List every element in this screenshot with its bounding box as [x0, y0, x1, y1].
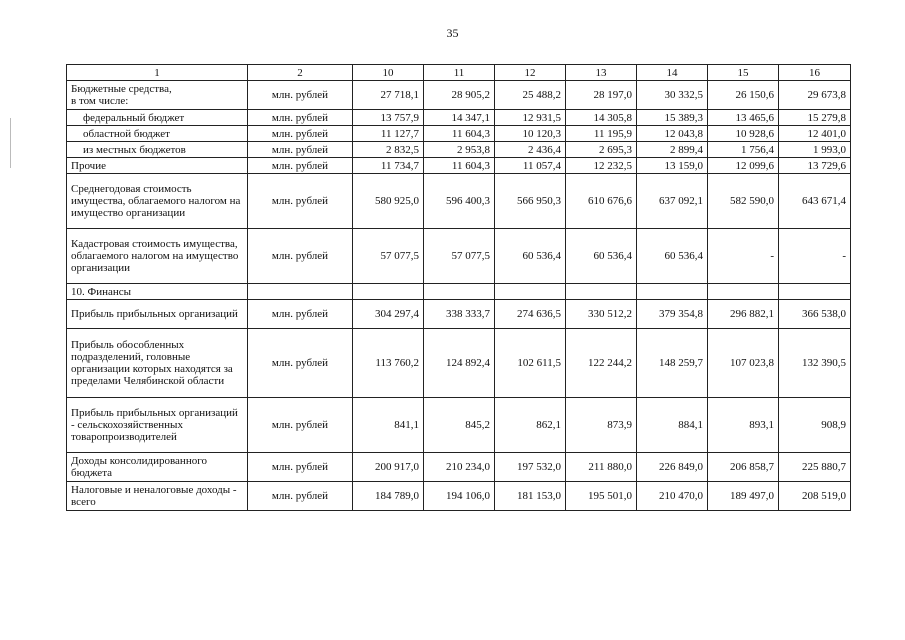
- cell-value: 210 234,0: [424, 453, 495, 482]
- cell-value: 14 347,1: [424, 110, 495, 126]
- cell-value: 206 858,7: [708, 453, 779, 482]
- row-unit: млн. рублей: [248, 482, 353, 511]
- cell-value: 12 099,6: [708, 158, 779, 174]
- cell-value: [708, 284, 779, 300]
- table-header-row: [67, 65, 851, 81]
- cell-value: 908,9: [779, 398, 851, 453]
- row-name: Прибыль прибыльных организаций: [67, 300, 248, 329]
- column-header: 15: [708, 65, 779, 81]
- cell-value: 10 928,6: [708, 126, 779, 142]
- cell-value: -: [708, 229, 779, 284]
- row-name: Прибыль обособленных подразделений, головные организации которых находятся за пределами Челябинской области: [67, 329, 248, 398]
- column-header: 13: [566, 65, 637, 81]
- cell-value: 12 232,5: [566, 158, 637, 174]
- page-number: 35: [446, 26, 459, 40]
- cell-value: -: [779, 229, 851, 284]
- cell-value: 57 077,5: [353, 229, 424, 284]
- cell-value: 12 043,8: [637, 126, 708, 142]
- section-row: [67, 284, 851, 300]
- cell-value: 379 354,8: [637, 300, 708, 329]
- row-name: Налоговые и неналоговые доходы - всего: [67, 482, 248, 511]
- cell-value: 181 153,0: [495, 482, 566, 511]
- row-unit: млн. рублей: [248, 329, 353, 398]
- cell-value: 296 882,1: [708, 300, 779, 329]
- column-header: 2: [248, 65, 353, 81]
- cell-value: 610 676,6: [566, 174, 637, 229]
- row-unit: [248, 284, 353, 300]
- cell-value: 12 931,5: [495, 110, 566, 126]
- row-name: Доходы консолидированного бюджета: [67, 453, 248, 482]
- column-header: 11: [424, 65, 495, 81]
- column-header: 10: [353, 65, 424, 81]
- cell-value: 184 789,0: [353, 482, 424, 511]
- table-row: [67, 329, 851, 398]
- cell-value: [779, 284, 851, 300]
- cell-value: [637, 284, 708, 300]
- row-unit: млн. рублей: [248, 142, 353, 158]
- table-row: [67, 81, 851, 110]
- cell-value: 304 297,4: [353, 300, 424, 329]
- section-title: 10. Финансы: [67, 284, 248, 300]
- row-unit: млн. рублей: [248, 174, 353, 229]
- cell-value: 11 057,4: [495, 158, 566, 174]
- cell-value: 566 950,3: [495, 174, 566, 229]
- cell-value: 10 120,3: [495, 126, 566, 142]
- row-name: Прочие: [67, 158, 248, 174]
- cell-value: 194 106,0: [424, 482, 495, 511]
- cell-value: 60 536,4: [566, 229, 637, 284]
- row-name: областной бюджет: [67, 126, 248, 142]
- cell-value: 29 673,8: [779, 81, 851, 110]
- cell-value: 200 917,0: [353, 453, 424, 482]
- cell-value: 12 401,0: [779, 126, 851, 142]
- column-header: 12: [495, 65, 566, 81]
- cell-value: 582 590,0: [708, 174, 779, 229]
- row-unit: млн. рублей: [248, 398, 353, 453]
- cell-value: 11 604,3: [424, 126, 495, 142]
- cell-value: 13 465,6: [708, 110, 779, 126]
- table-row: [67, 482, 851, 511]
- cell-value: 195 501,0: [566, 482, 637, 511]
- cell-value: 11 127,7: [353, 126, 424, 142]
- cell-value: 2 832,5: [353, 142, 424, 158]
- cell-value: 148 259,7: [637, 329, 708, 398]
- cell-value: 102 611,5: [495, 329, 566, 398]
- row-unit: млн. рублей: [248, 126, 353, 142]
- row-name: Кадастровая стоимость имущества, облагаемого налогом на имущество организации: [67, 229, 248, 284]
- cell-value: 28 197,0: [566, 81, 637, 110]
- cell-value: 122 244,2: [566, 329, 637, 398]
- cell-value: 15 389,3: [637, 110, 708, 126]
- cell-value: 208 519,0: [779, 482, 851, 511]
- cell-value: [424, 284, 495, 300]
- cell-value: 274 636,5: [495, 300, 566, 329]
- cell-value: 11 734,7: [353, 158, 424, 174]
- cell-value: 27 718,1: [353, 81, 424, 110]
- statistics-table: [66, 64, 851, 511]
- cell-value: [353, 284, 424, 300]
- cell-value: 15 279,8: [779, 110, 851, 126]
- table-row: [67, 110, 851, 126]
- cell-value: 11 195,9: [566, 126, 637, 142]
- cell-value: 13 729,6: [779, 158, 851, 174]
- cell-value: 1 993,0: [779, 142, 851, 158]
- table-row: [67, 126, 851, 142]
- row-unit: млн. рублей: [248, 81, 353, 110]
- cell-value: 330 512,2: [566, 300, 637, 329]
- cell-value: 11 604,3: [424, 158, 495, 174]
- cell-value: 2 695,3: [566, 142, 637, 158]
- cell-value: 2 899,4: [637, 142, 708, 158]
- row-unit: млн. рублей: [248, 453, 353, 482]
- row-name: Среднегодовая стоимость имущества, облагаемого налогом на имущество организации: [67, 174, 248, 229]
- row-unit: млн. рублей: [248, 110, 353, 126]
- row-name: из местных бюджетов: [67, 142, 248, 158]
- cell-value: 30 332,5: [637, 81, 708, 110]
- cell-value: 366 538,0: [779, 300, 851, 329]
- cell-value: 226 849,0: [637, 453, 708, 482]
- row-name: Бюджетные средства, в том числе:: [67, 81, 248, 110]
- cell-value: 13 159,0: [637, 158, 708, 174]
- cell-value: [566, 284, 637, 300]
- cell-value: 2 436,4: [495, 142, 566, 158]
- cell-value: 210 470,0: [637, 482, 708, 511]
- cell-value: 25 488,2: [495, 81, 566, 110]
- cell-value: 873,9: [566, 398, 637, 453]
- cell-value: 225 880,7: [779, 453, 851, 482]
- cell-value: 60 536,4: [495, 229, 566, 284]
- table-row: [67, 174, 851, 229]
- cell-value: 189 497,0: [708, 482, 779, 511]
- cell-value: 338 333,7: [424, 300, 495, 329]
- cell-value: 893,1: [708, 398, 779, 453]
- row-unit: млн. рублей: [248, 229, 353, 284]
- cell-value: 197 532,0: [495, 453, 566, 482]
- cell-value: 60 536,4: [637, 229, 708, 284]
- cell-value: 26 150,6: [708, 81, 779, 110]
- cell-value: 596 400,3: [424, 174, 495, 229]
- cell-value: [495, 284, 566, 300]
- cell-value: 845,2: [424, 398, 495, 453]
- table-row: [67, 453, 851, 482]
- table-row: [67, 300, 851, 329]
- scan-margin-line: [10, 118, 11, 168]
- cell-value: 132 390,5: [779, 329, 851, 398]
- cell-value: 862,1: [495, 398, 566, 453]
- cell-value: 841,1: [353, 398, 424, 453]
- column-header: 14: [637, 65, 708, 81]
- cell-value: 211 880,0: [566, 453, 637, 482]
- cell-value: 57 077,5: [424, 229, 495, 284]
- cell-value: 107 023,8: [708, 329, 779, 398]
- table-row: [67, 229, 851, 284]
- column-header: 16: [779, 65, 851, 81]
- cell-value: 2 953,8: [424, 142, 495, 158]
- cell-value: 13 757,9: [353, 110, 424, 126]
- cell-value: 1 756,4: [708, 142, 779, 158]
- table-row: [67, 158, 851, 174]
- cell-value: 28 905,2: [424, 81, 495, 110]
- cell-value: 643 671,4: [779, 174, 851, 229]
- cell-value: 637 092,1: [637, 174, 708, 229]
- cell-value: 14 305,8: [566, 110, 637, 126]
- cell-value: 124 892,4: [424, 329, 495, 398]
- cell-value: 113 760,2: [353, 329, 424, 398]
- column-header: 1: [67, 65, 248, 81]
- row-name: федеральный бюджет: [67, 110, 248, 126]
- cell-value: 580 925,0: [353, 174, 424, 229]
- cell-value: 884,1: [637, 398, 708, 453]
- table-row: [67, 398, 851, 453]
- row-unit: млн. рублей: [248, 158, 353, 174]
- table-row: [67, 142, 851, 158]
- row-name: Прибыль прибыльных организаций - сельскохозяйственных товаропроизводителей: [67, 398, 248, 453]
- row-unit: млн. рублей: [248, 300, 353, 329]
